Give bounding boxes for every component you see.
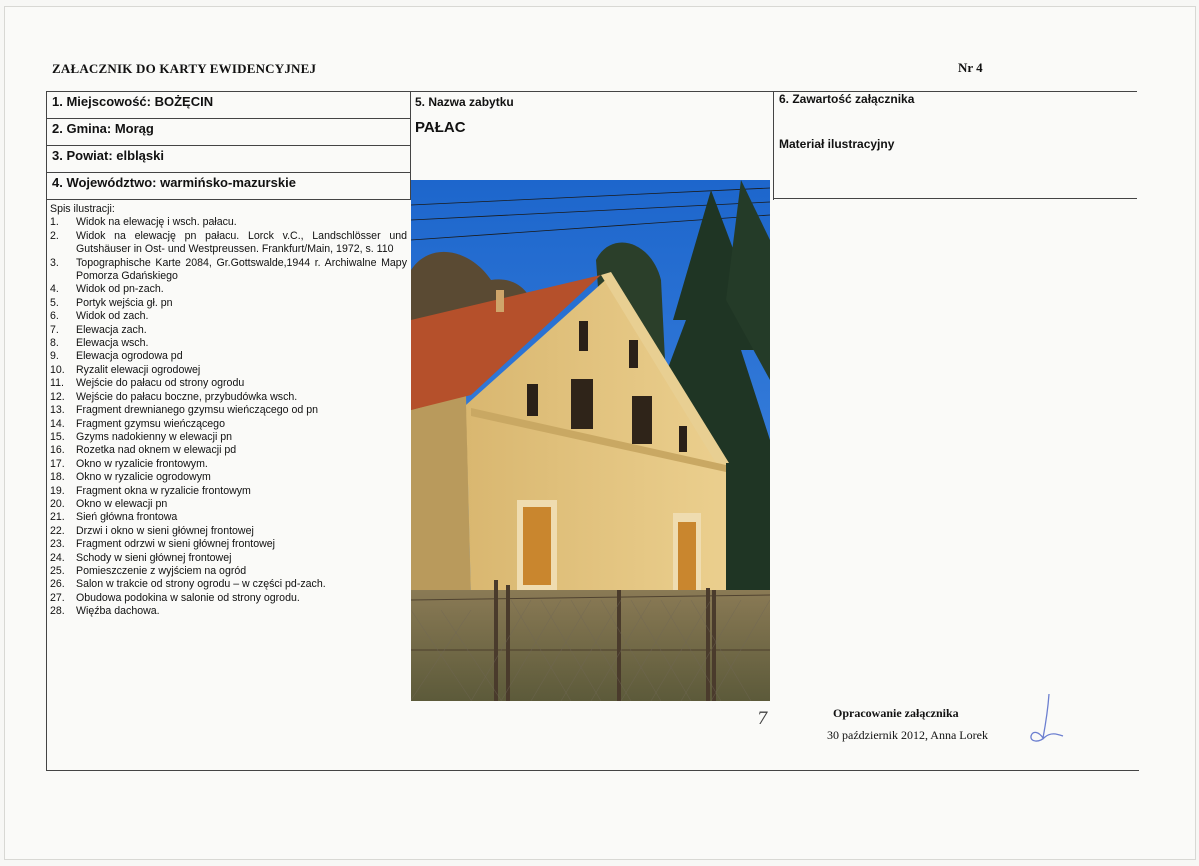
illustration-item-number: 4. <box>50 283 59 296</box>
row-line-3 <box>46 172 411 173</box>
illustration-item <box>50 418 407 431</box>
illustration-item <box>50 230 407 257</box>
illustration-item <box>50 216 407 229</box>
illustration-item-text: Drzwi i okno w sieni głównej frontowej <box>76 524 254 537</box>
field-zawartosc-value: Materiał ilustracyjny <box>779 137 895 151</box>
field-gmina: 2. Gmina: Morąg <box>52 121 154 136</box>
illustration-item <box>50 257 407 284</box>
illustration-item <box>50 444 407 457</box>
illustration-list-caption: Spis ilustracji: <box>50 203 115 215</box>
illustration-item-number: 7. <box>50 323 59 336</box>
illustration-item-text: Wejście do pałacu od strony ogrodu <box>76 377 245 390</box>
illustration-item <box>50 324 407 337</box>
illustration-item-text: Okno w ryzalicie ogrodowym <box>76 471 211 484</box>
field-powiat: 3. Powiat: elbląski <box>52 148 164 163</box>
prepared-by-label: Opracowanie załącznika <box>833 706 959 720</box>
illustration-item-number: 21. <box>50 511 65 524</box>
illustration-item-text: Elewacja zach. <box>76 323 147 336</box>
illustration-item-text: Fragment okna w ryzalicie frontowym <box>76 484 251 497</box>
illustration-item-number: 13. <box>50 404 65 417</box>
illustration-item <box>50 364 407 377</box>
illustration-item-number: 15. <box>50 430 65 443</box>
illustration-item-text: Fragment drewnianego gzymsu wieńczącego od pn <box>76 404 319 417</box>
illustration-item <box>50 404 407 417</box>
illustration-item-text: Schody w sieni głównej frontowej <box>76 551 232 564</box>
attachment-number: Nr 4 <box>958 60 983 75</box>
field-nazwa-label: 5. Nazwa zabytku <box>415 95 514 109</box>
table-top-line <box>46 91 1137 92</box>
illustration-item <box>50 565 407 578</box>
illustration-item <box>50 458 407 471</box>
illustration-item <box>50 552 407 565</box>
illustration-item-text: Salon w trakcie od strony ogrodu – w części pd-zach. <box>76 578 326 591</box>
illustration-item-text: Widok na elewację pn pałacu. Lorck v.C., Landschlösser und Gutshäuser in Ost- und Westpreussen. Frankfurt/Main, 1972, s. 110 <box>76 229 407 256</box>
illustration-item-number: 17. <box>50 457 65 470</box>
row-line-right <box>773 198 1137 199</box>
illustration-item-number: 5. <box>50 296 59 309</box>
illustration-item-number: 1. <box>50 216 59 229</box>
prepared-date-author: 30 październik 2012, Anna Lorek <box>827 728 988 742</box>
illustration-item <box>50 538 407 551</box>
field-nazwa-value: PAŁAC <box>415 119 466 136</box>
illustration-item-number: 14. <box>50 417 65 430</box>
illustration-item-text: Rozetka nad oknem w elewacji pd <box>76 444 237 457</box>
illustration-item <box>50 525 407 538</box>
illustration-item-number: 9. <box>50 350 59 363</box>
illustration-item-text: Okno w ryzalicie frontowym. <box>76 457 208 470</box>
illustration-item-text: Widok od pn-zach. <box>76 283 164 296</box>
illustration-item-text: Wejście do pałacu boczne, przybudówka wsch. <box>76 390 298 403</box>
illustration-item-number: 26. <box>50 578 65 591</box>
illustration-item <box>50 283 407 296</box>
illustration-item-number: 2. <box>50 229 59 242</box>
illustration-item <box>50 310 407 323</box>
page-number: 7 <box>757 709 768 729</box>
illustration-item-text: Widok od zach. <box>76 310 149 323</box>
illustration-item-text: Ryzalit elewacji ogrodowej <box>76 363 201 376</box>
illustration-item-text: Sień główna frontowa <box>76 511 178 524</box>
illustration-item-number: 19. <box>50 484 65 497</box>
illustration-item <box>50 350 407 363</box>
illustration-item <box>50 592 407 605</box>
illustration-item-text: Elewacja ogrodowa pd <box>76 350 183 363</box>
illustration-item-text: Obudowa podokina w salonie od strony ogrodu. <box>76 591 300 604</box>
illustration-item <box>50 498 407 511</box>
illustration-item-number: 8. <box>50 337 59 350</box>
illustration-item-number: 3. <box>50 256 59 269</box>
illustration-item <box>50 578 407 591</box>
illustration-item-text: Fragment odrzwi w sieni głównej frontowej <box>76 538 276 551</box>
illustration-item-number: 22. <box>50 524 65 537</box>
illustration-item-number: 28. <box>50 605 65 618</box>
illustration-item <box>50 511 407 524</box>
illustration-item-number: 25. <box>50 564 65 577</box>
illustration-item-number: 23. <box>50 538 65 551</box>
illustration-item-number: 18. <box>50 471 65 484</box>
row-line-4 <box>46 199 411 200</box>
table-left-line <box>46 91 47 771</box>
row-line-1 <box>46 118 411 119</box>
illustration-item-text: Widok na elewację i wsch. pałacu. <box>76 216 237 229</box>
illustration-item-number: 20. <box>50 497 65 510</box>
illustration-item-text: Fragment gzymsu wieńczącego <box>76 417 225 430</box>
illustration-item <box>50 471 407 484</box>
illustration-item-number: 11. <box>50 377 64 390</box>
illustration-item <box>50 337 407 350</box>
signature-image <box>1027 690 1067 751</box>
illustration-item-number: 12. <box>50 390 65 403</box>
illustration-item-text: Topographische Karte 2084, Gr.Gottswalde,1944 r. Archiwalne Mapy Pomorza Gdańskiego <box>76 256 407 283</box>
illustration-item <box>50 485 407 498</box>
illustration-item-text: Okno w elewacji pn <box>76 497 168 510</box>
field-miejscowosc: 1. Miejscowość: BOŻĘCIN <box>52 94 214 109</box>
palace-photo <box>411 180 770 701</box>
illustration-item-text: Elewacja wsch. <box>76 337 149 350</box>
document-title: ZAŁACZNIK DO KARTY EWIDENCYJNEJ <box>52 61 317 76</box>
illustration-item-text: Pomieszczenie z wyjściem na ogród <box>76 564 247 577</box>
illustration-item <box>50 391 407 404</box>
illustration-item-text: Gzyms nadokienny w elewacji pn <box>76 430 233 443</box>
illustration-item <box>50 377 407 390</box>
col-divider-2 <box>773 91 774 200</box>
illustration-item <box>50 431 407 444</box>
field-wojewodztwo: 4. Województwo: warmińsko-mazurskie <box>52 175 296 190</box>
illustration-item <box>50 297 407 310</box>
illustration-item-number: 10. <box>50 363 65 376</box>
row-line-2 <box>46 145 411 146</box>
illustration-item-number: 24. <box>50 551 65 564</box>
illustration-items <box>50 216 407 618</box>
illustration-item <box>50 605 407 618</box>
field-zawartosc-label: 6. Zawartość załącznika <box>779 92 915 106</box>
illustration-list <box>50 203 407 619</box>
illustration-item-number: 27. <box>50 591 65 604</box>
illustration-item-number: 16. <box>50 444 65 457</box>
table-bottom-line <box>46 770 1139 771</box>
illustration-item-text: Portyk wejścia gł. pn <box>76 296 173 309</box>
illustration-item-number: 6. <box>50 310 59 323</box>
illustration-item-text: Więźba dachowa. <box>76 605 160 618</box>
